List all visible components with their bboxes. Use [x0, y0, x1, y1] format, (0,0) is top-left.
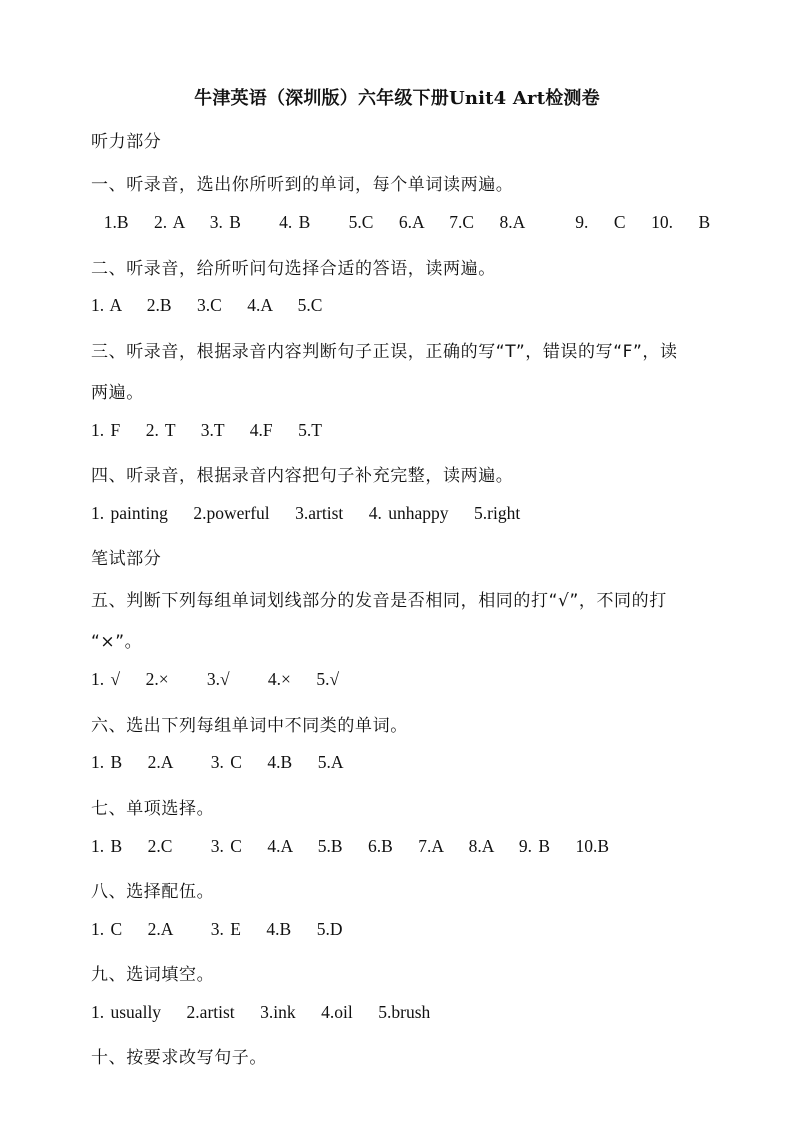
question-6-answers: 1. B 2.A 3. C 4.B 5.A [91, 752, 344, 772]
question-5-instruction-cont: “×”。 [91, 632, 143, 652]
section-heading-listening: 听力部分 [91, 132, 162, 152]
question-3-instruction-cont: 两遍。 [91, 383, 144, 403]
question-5-answers: 1. √ 2.× 3.√ 4.× 5.√ [91, 669, 340, 689]
question-4-answers: 1. painting 2.powerful 3.artist 4. unhappy 5.right [91, 503, 521, 523]
question-9-instruction: 九、选词填空。 [91, 965, 215, 985]
question-5-instruction: 五、判断下列每组单词划线部分的发音是否相同，相同的打“√”，不同的打 [91, 591, 667, 611]
question-2-instruction: 二、听录音，给所听问句选择合适的答语，读两遍。 [91, 259, 496, 279]
question-4-instruction: 四、听录音，根据录音内容把句子补充完整，读两遍。 [91, 466, 514, 486]
question-7-answers: 1. B 2.C 3. C 4.A 5.B 6.B 7.A 8.A 9. B 10.B [91, 836, 610, 856]
question-1-instruction: 一、听录音，选出你所听到的单词，每个单词读两遍。 [91, 175, 514, 195]
question-3-instruction: 三、听录音，根据录音内容判断句子正误，正确的写“T”，错误的写“F”，读 [91, 342, 678, 362]
question-2-answers: 1. A 2.B 3.C 4.A 5.C [91, 295, 323, 315]
question-8-instruction: 八、选择配伍。 [91, 882, 215, 902]
question-8-answers: 1. C 2.A 3. E 4.B 5.D [91, 919, 343, 939]
question-9-answers: 1. usually 2.artist 3.ink 4.oil 5.brush [91, 1002, 431, 1022]
question-3-answers: 1. F 2. T 3.T 4.F 5.T [91, 420, 322, 440]
question-6-instruction: 六、选出下列每组单词中不同类的单词。 [91, 716, 408, 736]
question-7-instruction: 七、单项选择。 [91, 799, 215, 819]
section-heading-written: 笔试部分 [91, 549, 162, 569]
document-title: 牛津英语（深圳版）六年级下册Unit4 Art检测卷 [194, 88, 600, 109]
question-1-answers: 1.B 2. A 3. B 4. B 5.C 6.A 7.C 8.A 9. C 10. B [91, 212, 711, 232]
question-10-instruction: 十、按要求改写句子。 [91, 1048, 267, 1068]
